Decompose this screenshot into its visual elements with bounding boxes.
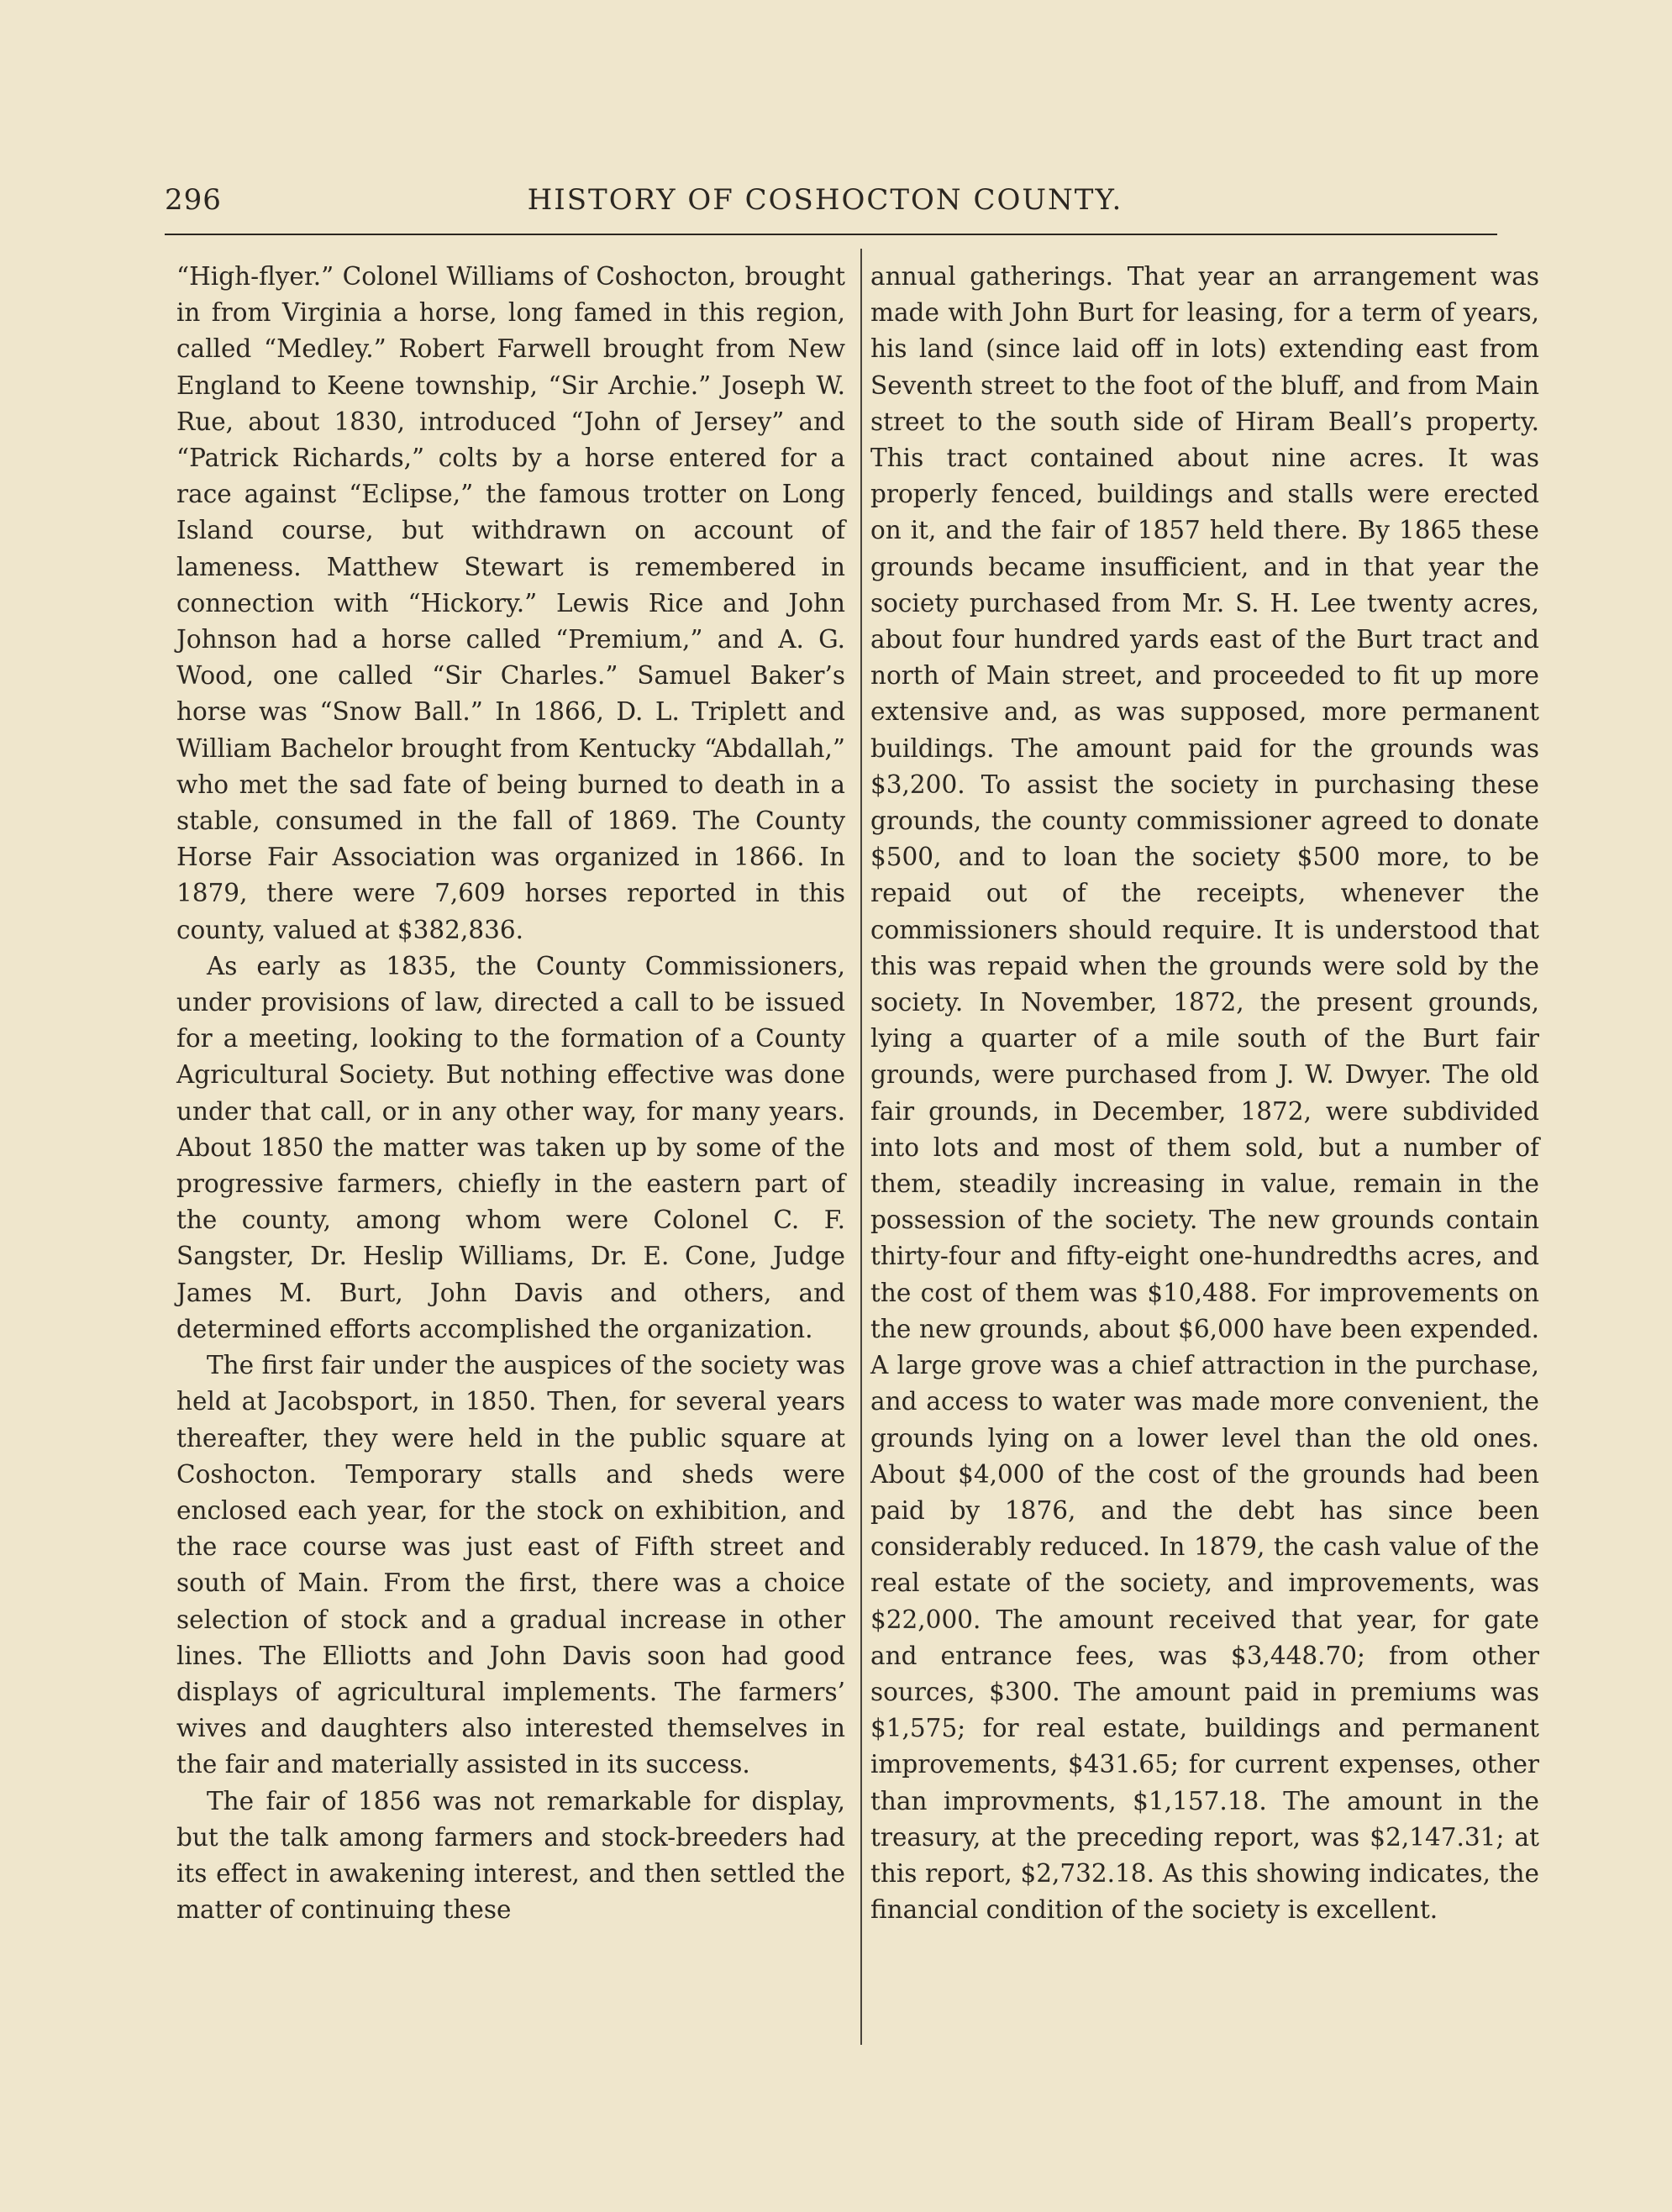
left-column <box>176 259 845 1928</box>
paragraph: annual gatherings. That year an arrangement was made with John Burt for leasing, for a term of years, his land (since laid off in lots) extending east from Seventh street to the foot of the bluff, and from Main street to the south side of Hiram Beall’s property. This tract contained about nine acres. It was properly fenced, buildings and stalls were erected on it, and the fair of 1857 held there. By 1865 these grounds became insufficient, and in that year the society purchased from Mr. S. H. Lee twenty acres, about four hundred yards east of the Burt tract and north of Main street, and proceeded to fit up more extensive and, as was supposed, more permanent buildings. The amount paid for the grounds was $3,200. To assist the society in purchasing these grounds, the county commissioner agreed to donate $500, and to loan the society $500 more, to be repaid out of the receipts, whenever the commissioners should require. It is understood that this was repaid when the grounds were sold by the society. In November, 1872, the present grounds, lying a quarter of a mile south of the Burt fair grounds, were purchased from J. W. Dwyer. The old fair grounds, in December, 1872, were subdivided into lots and most of them sold, but a number of them, steadily increasing in value, remain in the possession of the society. The new grounds contain thirty-four and fifty-eight one-hundredths acres, and the cost of them was $10,488. For improvements on the new grounds, about $6,000 have been expended. A large grove was a chief attraction in the purchase, and access to water was made more convenient, the grounds lying on a lower level than the old ones. About $4,000 of the cost of the grounds had been paid by 1876, and the debt has since been considerably reduced. In 1879, the cash value of the real estate of the society, and improvements, was $22,000. The amount received that year, for gate and entrance fees, was $3,448.70; from other sources, $300. The amount paid in premiums was $1,575; for real estate, buildings and permanent improvements, $431.65; for current expenses, other than improvments, $1,157.18. The amount in the treasury, at the preceding report, was $2,147.31; at this report, $2,732.18. As this showing indicates, the financial condition of the society is excellent. <box>870 262 1539 1925</box>
header-rule <box>165 234 1497 235</box>
page-number: 296 <box>165 183 222 217</box>
paragraph: “High-flyer.” Colonel Williams of Coshocton, brought in from Virginia a horse, long famed in this region, called “Medley.” Robert Farwell brought from New England to Keene township, “Sir Archie.” Joseph W. Rue, about 1830, introduced “John of Jersey” and “Patrick Richards,” colts by a horse entered for a race against “Eclipse,” the famous trotter on Long Island course, but withdrawn on account of lameness. Matthew Stewart is remembered in connection with “Hickory.” Lewis Rice and John Johnson had a horse called “Premium,” and A. G. Wood, one called “Sir Charles.” Samuel Baker’s horse was “Snow Ball.” In 1866, D. L. Triplett and William Bachelor brought from Kentucky “Abdallah,” who met the sad fate of being burned to death in a stable, consumed in the fall of 1869. The County Horse Fair Association was organized in 1866. In 1879, there were 7,609 horses reported in this county, valued at $382,836. <box>176 262 845 944</box>
running-title: HISTORY OF COSHOCTON COUNTY. <box>527 183 1123 217</box>
paragraph: The fair of 1856 was not remarkable for display, but the talk among farmers and stock-breeders had its effect in awakening interest, and then settled the matter of continuing these <box>176 1786 845 1925</box>
paragraph: The first fair under the auspices of the society was held at Jacobsport, in 1850. Then, for several years thereafter, they were held in the public square at Coshocton. Temporary stalls and sheds were enclosed each year, for the stock on exhibition, and the race course was just east of Fifth street and south of Main. From the first, there was a choice selection of stock and a gradual increase in other lines. The Elliotts and John Davis soon had good displays of agricultural implements. The farmers’ wives and daughters also interested themselves in the fair and materially assisted in its success. <box>176 1351 845 1779</box>
paragraph: As early as 1835, the County Commissioners, under provisions of law, directed a call to be issued for a meeting, looking to the formation of a County Agricultural Society. But nothing effective was done under that call, or in any other way, for many years. About 1850 the matter was taken up by some of the progressive farmers, chiefly in the eastern part of the county, among whom were Colonel C. F. Sangster, Dr. Heslip Williams, Dr. E. Cone, Judge James M. Burt, John Davis and others, and determined efforts accomplished the organization. <box>176 951 845 1343</box>
column-divider <box>860 249 862 2045</box>
page-header <box>165 183 1485 234</box>
right-column <box>870 259 1539 1928</box>
